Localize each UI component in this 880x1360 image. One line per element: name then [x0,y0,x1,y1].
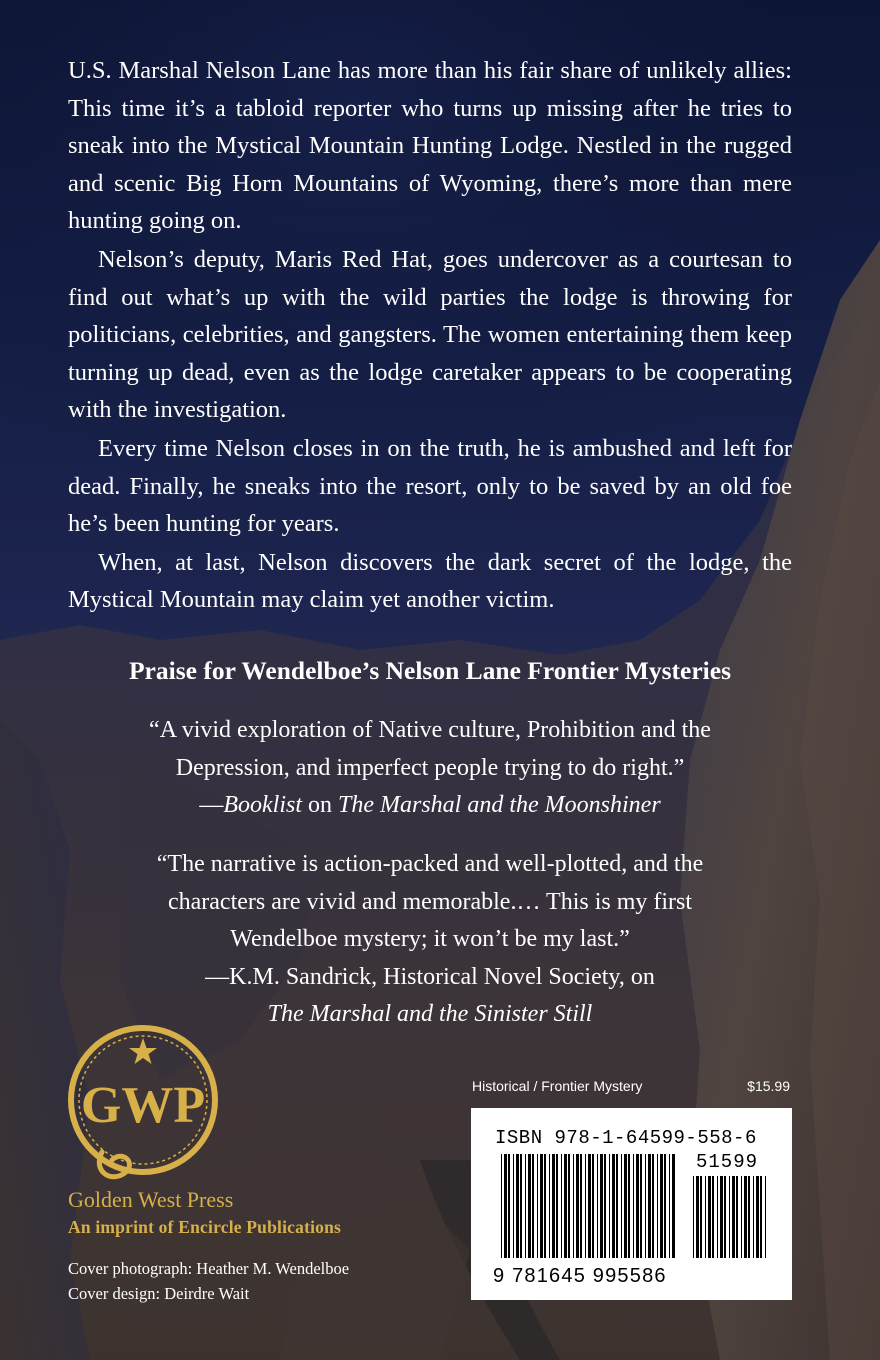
quote-line: characters are vivid and memorable.… This is my first [167,888,693,915]
barcode-bar [648,1154,651,1258]
barcode-bar [693,1176,694,1258]
barcode-bar [552,1154,555,1258]
review-quote-hns [80,846,780,1034]
barcode-bar [585,1154,586,1258]
barcode-bar [696,1176,699,1258]
quote-line: “The narrative is action-packed and well-plotted, and the [156,851,704,877]
barcode-bar [537,1154,538,1258]
barcode-bar [568,1154,570,1258]
isbn-barcode-box [471,1108,792,1300]
barcode-bar [564,1154,567,1258]
barcode-bar [528,1154,531,1258]
quote-attribution: —K.M. Sandrick, Historical Novel Society, on [205,963,655,990]
barcode-bar [501,1154,502,1258]
blurb-paragraph: Every time Nelson closes in on the truth, he is ambushed and left for dead. Finally, he sneaks into the resort, only to be saved by an old foe he’s been hunting for years. [68,434,792,538]
barcode-bar [624,1154,627,1258]
barcode-bar [652,1154,654,1258]
price-supplement-text: 51599 [696,1151,759,1173]
barcode-bar [732,1176,735,1258]
barcode-bar [712,1176,714,1258]
blurb-paragraph: U.S. Marshal Nelson Lane has more than his fair share of unlikely allies: This time it’s a tabloid reporter who turns up missing after he tries to sneak into the Mystical Mountain Hunting Lodge. Nestled in the rugged and scenic Big Horn Mountains of Wyoming, there’s more than mere hunting going on. [68,57,792,235]
barcode-bar [720,1176,723,1258]
isbn-text: ISBN 978-1-64599-558-6 [495,1127,757,1149]
barcode-bar [700,1176,702,1258]
barcode-bar [561,1154,562,1258]
barcode-bar [621,1154,622,1258]
cover-credits [68,1256,349,1306]
barcode-bar [508,1154,510,1258]
praise-heading: Praise for Wendelboe’s Nelson Lane Frontier Mysteries [128,656,731,685]
barcode-bar [513,1154,514,1258]
barcode-bar [705,1176,706,1258]
publisher-imprint: An imprint of Encircle Publications [68,1217,342,1237]
review-quote-booklist [80,712,780,825]
barcode-bar [556,1154,558,1258]
barcode-bar [604,1154,606,1258]
barcode-bar [588,1154,591,1258]
barcode-bar [741,1176,742,1258]
barcode-bar [633,1154,634,1258]
attribution-title: The Marshal and the Moonshiner [338,792,661,818]
barcode-bar [640,1154,642,1258]
barcode-bar [744,1176,747,1258]
publisher [68,1186,341,1240]
barcode-bar [549,1154,550,1258]
barcode-bar [660,1154,663,1258]
barcode-bar [516,1154,519,1258]
category-price-line [472,1078,790,1094]
attribution-on: on [302,792,338,818]
barcode-bar [724,1176,726,1258]
attribution-source: Booklist [223,792,302,818]
price-label: $15.99 [747,1078,790,1094]
attribution-title: The Marshal and the Sinister Still [267,1001,593,1027]
ean-digits: 9 781645 995586 [493,1265,667,1287]
barcode-bar [669,1154,670,1258]
barcode-bar [729,1176,730,1258]
photo-credit: Cover photograph: Heather M. Wendelboe [68,1259,350,1278]
barcode-bar [525,1154,526,1258]
barcode-bar [628,1154,630,1258]
barcode-bar [717,1176,718,1258]
barcode-bar [636,1154,639,1258]
barcode-bar [580,1154,582,1258]
barcode-bar [612,1154,615,1258]
barcode-bar [753,1176,754,1258]
blurb [68,52,792,620]
barcode-bar [544,1154,546,1258]
publisher-name: Golden West Press [68,1187,234,1212]
attribution-dash: — [199,792,224,818]
barcode-bar [597,1154,598,1258]
quote-line: “A vivid exploration of Native culture, Prohibition and the [149,717,711,743]
category-label: Historical / Frontier Mystery [472,1078,643,1094]
blurb-paragraph: Nelson’s deputy, Maris Red Hat, goes undercover as a courtesan to find out what’s up with the wild parties the lodge is throwing for politicians, celebrities, and gangsters. The women entertaining them keep turning up dead, even as the lodge caretaker appears to be cooperating with the investigation. [68,245,792,424]
barcode-bar [609,1154,610,1258]
barcode-bar [756,1176,759,1258]
barcode-bar [645,1154,646,1258]
barcode-bar [736,1176,738,1258]
barcode-bar [765,1176,766,1258]
barcode-bar [573,1154,574,1258]
barcode-bar [532,1154,534,1258]
design-credit: Cover design: Deirdre Wait [68,1284,250,1303]
barcode-bar [664,1154,666,1258]
gwp-logo [62,1022,224,1192]
barcode-bar [600,1154,603,1258]
barcode-bar [748,1176,750,1258]
barcode-bar [672,1154,675,1258]
logo-letters: GWP [80,1077,206,1134]
barcode-bar [576,1154,579,1258]
blurb-paragraph: When, at last, Nelson discovers the dark secret of the lodge, the Mystical Mountain may claim yet another victim. [68,548,792,614]
barcode-bar [708,1176,711,1258]
barcode-bar [520,1154,522,1258]
quote-line: Depression, and imperfect people trying to do right.” [175,754,685,781]
quote-line: Wendelboe mystery; it won’t be my last.” [230,926,630,952]
barcode-bar [592,1154,594,1258]
barcode-bar [657,1154,658,1258]
barcode-bar [504,1154,507,1258]
barcode-bar [540,1154,543,1258]
quote-attribution [80,787,780,825]
barcode-bar [616,1154,618,1258]
barcode-bar [760,1176,762,1258]
